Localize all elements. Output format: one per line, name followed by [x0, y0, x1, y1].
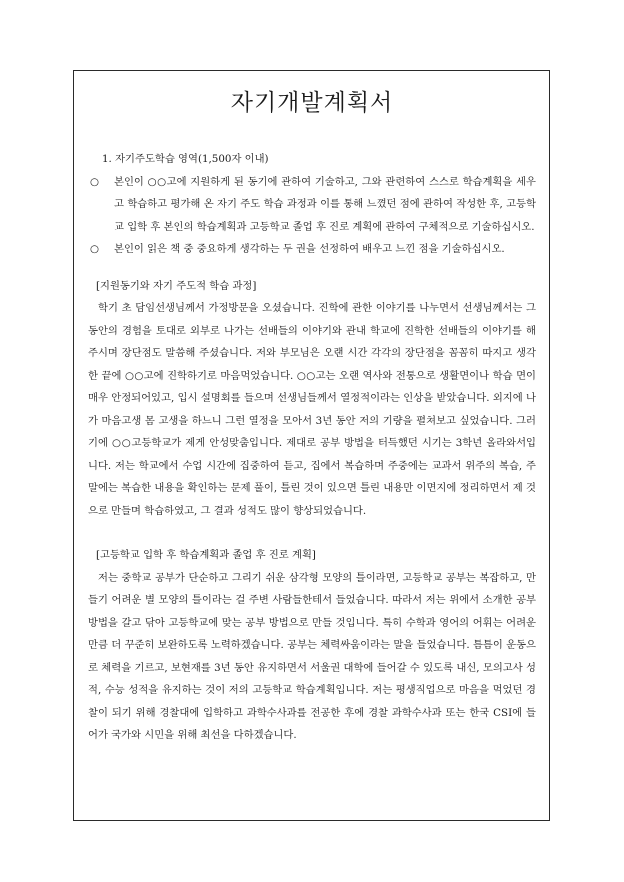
document-body: [88, 148, 536, 747]
instruction-text: 본인이 ○○고에 지원하게 된 동기에 관하여 기술하고, 그와 관련하여 스스로 학습계획을 세우고 학습하고 평가해 온 자기 주도 학습 과정과 이를 통해 느꼈던 점에 관하여 작성한 후, 고등학교 입학 후 본인의 학습계획과 고등학교 졸업 후 진로 계획에 관하여 구체적으로 기술하십시오.: [114, 175, 536, 233]
instruction-item: [88, 171, 536, 239]
circle-bullet-icon: ○: [90, 175, 99, 188]
section-heading: 1. 자기주도학습 영역(1,500자 이내): [102, 153, 269, 165]
instruction-item: [88, 238, 536, 261]
subsection-heading-motivation: [지원동기와 자기 주도적 학습 과정]: [96, 279, 257, 292]
document-title: 자기개발계획서: [230, 90, 394, 116]
circle-bullet-icon: ○: [90, 243, 99, 255]
motivation-paragraph: 학기 초 담임선생님께서 가정방문을 오셨습니다. 진학에 관한 이야기를 나누면서 선생님께서는 그동안의 경험을 토대로 외부로 나가는 선배들의 이야기와 관내 학교에 진학한 선배들의 이야기를 해 주시며 장단점도 말씀해 주셨습니다. 저와 부모님은 오랜 시간 각각의 장단점을 꼼꼼히 따지고 생각한 끝에 ○○고에 진학하기로 마음먹었습니다. ○○고는 오랜 역사와 전통으로 생활면이나 학습 면이 매우 안정되어있고, 입시 설명회를 들으며 선생님들께서 열정적이라는 인상을 받았습니다. 외지에 나가 마음고생 몸 고생을 하느니 그런 열정을 모아서 3년 동안 저의 기량을 펼쳐보고 싶었습니다. 그러기에 ○○고등학교가 제게 안성맞춤입니다. 제대로 공부 방법을 터득했던 시기는 3학년 올라와서입니다. 저는 학교에서 수업 시간에 집중하여 듣고, 집에서 복습하며 주중에는 교과서 위주의 복습, 주말에는 복습한 내용을 확인하는 문제 풀이, 틀린 것이 있으면 틀린 내용만 이면지에 정리하면서 제 것으로 만들며 학습하였고, 그 결과 성적도 많이 향상되었습니다.: [88, 302, 536, 517]
instruction-text: 본인이 읽은 책 중 중요하게 생각하는 두 권을 선정하여 배우고 느낀 점을 기술하십시오.: [114, 243, 505, 255]
subsection-heading-plan: [고등학교 입학 후 학습계획과 졸업 후 진로 계획]: [96, 549, 316, 561]
plan-paragraph: 저는 중학교 공부가 단순하고 그리기 쉬운 삼각형 모양의 틀이라면, 고등학교 공부는 복잡하고, 만들기 어려운 별 모양의 틀이라는 걸 주변 사람들한테서 들었습니다. 따라서 저는 위에서 소개한 공부 방법을 갈고 닦아 고등학교에 맞는 공부 방법으로 만들 것입니다. 특히 수학과 영어의 어휘는 어려운 만큼 더 꾸준히 보완하도록 노력하겠습니다. 공부는 체력싸움이라는 말을 들었습니다. 틈틈이 운동으로 체력을 기르고, 보현재를 3년 동안 유지하면서 서울권 대학에 들어갈 수 있도록 내신, 모의고사 성적, 수능 성적을 유지하는 것이 저의 고등학교 학습계획입니다. 저는 평생직업으로 마음을 먹었던 경찰이 되기 위해 경찰대에 입학하고 과학수사과를 전공한 후에 경찰 과학수사과 또는 한국 CSI에 들어가 국가와 시민을 위해 최선을 다하겠습니다.: [88, 571, 536, 741]
